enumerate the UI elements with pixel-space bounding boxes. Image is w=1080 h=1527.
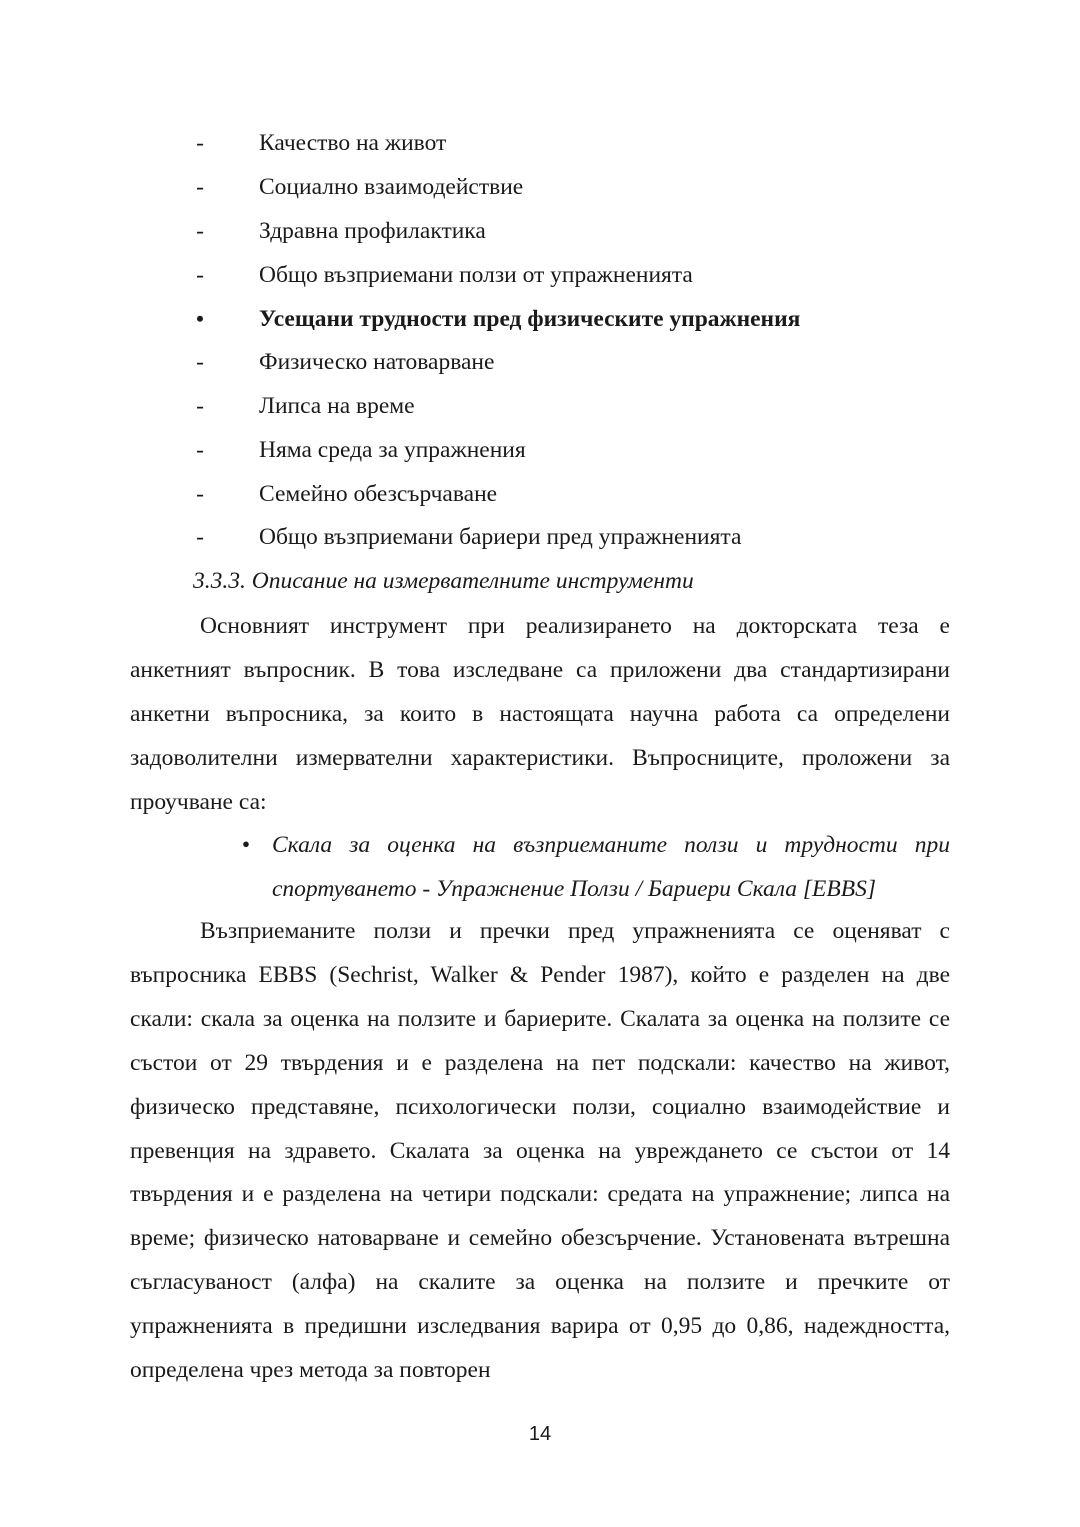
list-item (190, 128, 970, 158)
list-group-heading (190, 304, 970, 334)
list-item (190, 260, 970, 290)
list-item (190, 347, 970, 377)
list-item-text: Здравна профилактика (259, 218, 486, 244)
list-item-text: Няма среда за упражнения (259, 437, 526, 463)
dash-marker: - (196, 218, 204, 244)
list-item (190, 435, 970, 465)
list-item-text: Липса на време (259, 393, 415, 419)
dash-marker: - (196, 437, 204, 463)
intro-paragraph: Основният инструмент при реализирането на докторската теза е анкетният въпросник. В това изследване са приложени два стандартизирани анкетни въпросника, за които в настоящата научна работа са определени задоволителни измервателни характеристики. Въпросниците, проложени за проучване са: (130, 613, 950, 815)
list-item (190, 391, 970, 421)
list-item (190, 479, 970, 509)
dash-marker: - (196, 524, 204, 550)
list-item-text: Общо възприемани ползи от упражненията (259, 262, 693, 288)
bullet-marker: • (241, 832, 251, 858)
list-item-text: Общо възприемани бариери пред упражненията (259, 524, 742, 550)
dash-marker: - (196, 481, 204, 507)
dash-marker: - (196, 174, 204, 200)
dash-marker: - (196, 262, 204, 288)
ebbs-paragraph: Възприеманите ползи и пречки пред упражненията се оценяват с въпросника EBBS (Sechrist, Walker & Pender 1987), който е разделен на две скали: скала за оценка на ползите и бариерите. Скалата за оценка на ползите се състои от 29 твърдения и е разделена на пет подскали: качество на живот, физическо представяне, психологически ползи, социално взаимодействие и превенция на здравето. Скалата за оценка на увреждането се състои от 14 твърдения и е разделена на четири подскали: средата на упражнение; липса на време; физическо натоварване и семейно обезсърчение. Установената вътрешна съгласуваност (алфа) на скалите за оценка на ползите и пречките от упражненията в предишни изследвания варира от 0,95 до 0,86, надеждността, определена чрез метода за повторен (130, 918, 950, 1384)
list-item (190, 172, 970, 202)
list-item-text: Семейно обезсърчаване (259, 481, 498, 507)
list-item (190, 522, 970, 552)
list-item-text: Физическо натоварване (259, 349, 495, 375)
page-number: 14 (528, 1423, 552, 1445)
dash-marker: - (196, 349, 204, 375)
list-item-text: Качество на живот (259, 130, 447, 156)
section-heading: 3.3.3. Описание на измервателните инструменти (193, 568, 694, 594)
list-item-text: Социално взаимодействие (259, 174, 524, 200)
list-item (190, 216, 970, 246)
dash-marker: - (196, 393, 204, 419)
list-group-heading-text: Усещани трудности пред физическите упражнения (259, 306, 801, 332)
bullet-marker: • (196, 306, 204, 331)
scale-bullet-text: Скала за оценка на възприеманите ползи и трудности при спортуването - Упражнение Ползи / Бариери Скала [EBBS] (272, 832, 950, 902)
dash-marker: - (196, 130, 204, 156)
